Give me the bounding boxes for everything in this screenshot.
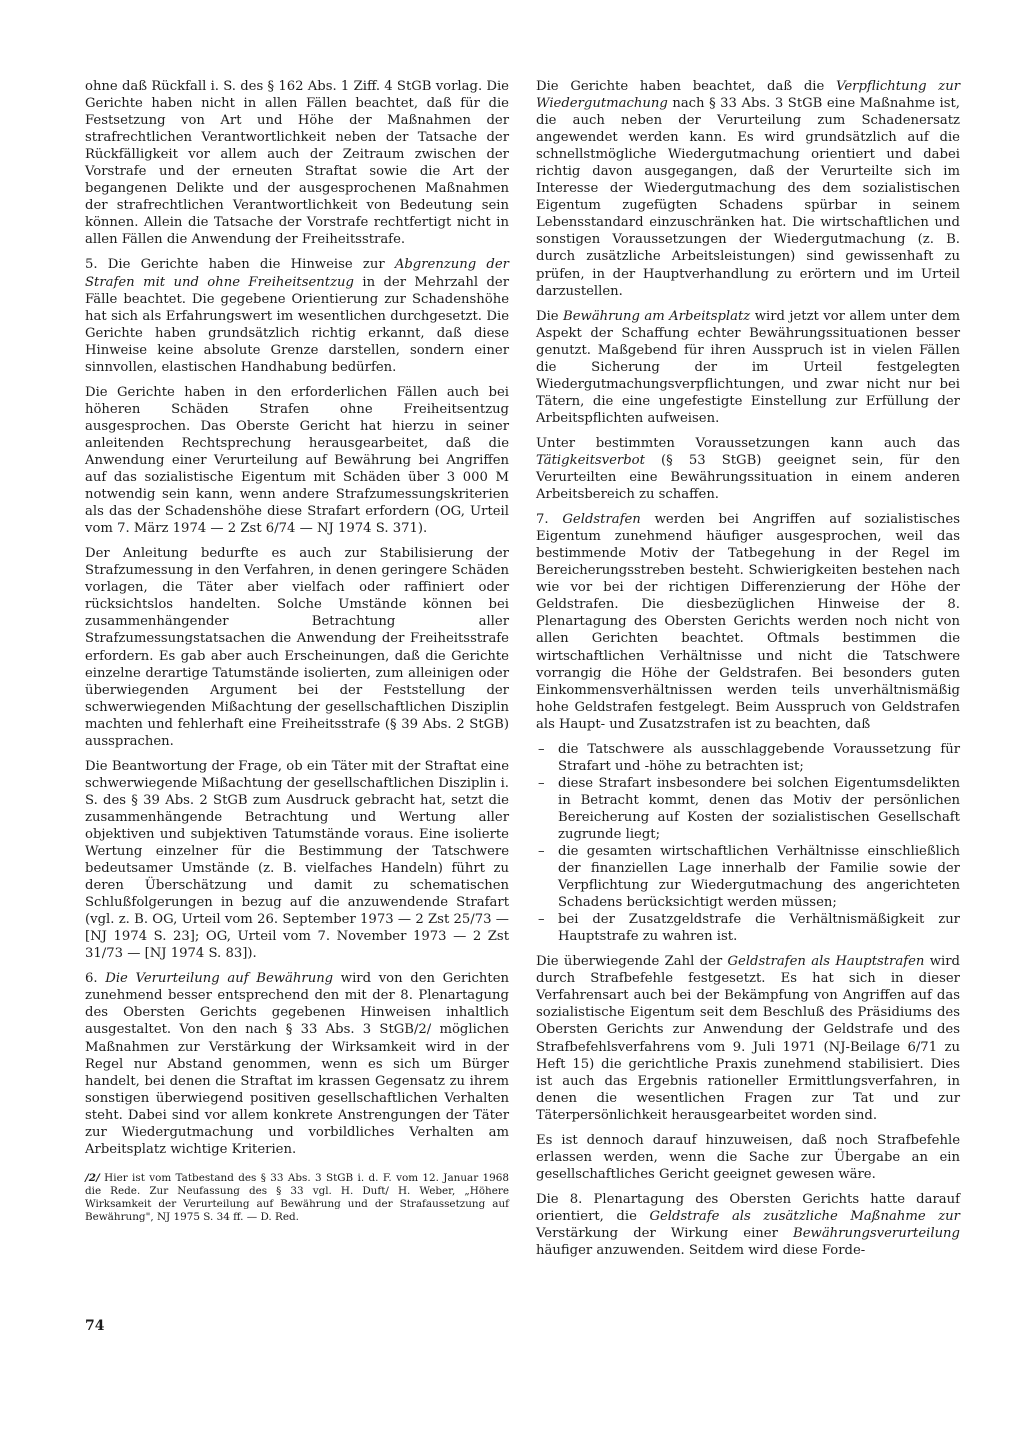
paragraph: Die Gerichte haben beachtet, daß die Verpflichtung zur Wiedergutmachung nach § 33 Abs. 3 StGB eine Maßnahme ist, die auch neben der Verurteilung zum Schadenersatz angewendet werden kann. Es wird grundsätzlich auf die schnellstmögliche Wiedergutmachung orientiert und dabei richtig davon ausgegangen, daß der Verurteilte sich im Interesse der Wiedergutmachung des dem sozialistischen Eigentum zugefügten Schadens spürbar in seinem Lebensstandard einzuschränken hat. Die wirtschaftlichen und sonstigen Voraussetzungen der Wiedergutmachung (z. B. durch zusätzliche Arbeitsleistungen) sind gewissenhaft zu prüfen, in der Hauptverhandlung zu erörtern und im Urteil darzustellen. [536, 79, 960, 299]
paragraph: 5. Die Gerichte haben die Hinweise zur Abgrenzung der Strafen mit und ohne Freiheitsentzug in der Mehrzahl der Fälle beachtet. Die gegebene Orientierung zur Schadenshöhe hat sich als Erfahrungswert im wesentlichen durchgesetzt. Die Gerichte haben grundsätzlich richtig erkannt, daß diese Hinweise keine absolute Grenze darstellen, sondern einer sinnvollen, elastischen Handhabung bedürfen. [85, 257, 509, 375]
list-item: – die gesamten wirtschaftlichen Verhältnisse einschließlich der finanziellen Lage innerhalb der Familie sowie der Verpflichtung zur Wiedergutmachung des angerichteten Schadens berücksichtigt werden müssen; [536, 843, 960, 911]
page-number: 74 [85, 1318, 105, 1334]
paragraph: Die Bewährung am Arbeitsplatz wird jetzt vor allem unter dem Aspekt der Schaffung echter Bewährungssituationen besser genutzt. Maßgebend für ihren Ausspruch ist in vielen Fällen die Sicherung der im Urteil festgelegten Wiedergutmachungsverpflichtungen, und zwar nicht nur bei Tätern, die eine ungefestigte Einstellung zur Erfüllung der Arbeitspflichten aufweisen. [536, 308, 960, 426]
paragraph: 7. Geldstrafen werden bei Angriffen auf sozialistisches Eigentum zunehmend häufiger ausgesprochen, weil das bestimmende Motiv der Tatbegehung in der Regel im Bereicherungsstreben besteht. Schwierigkeiten bestehen nach wie vor bei der richtigen Differenzierung der Höhe der Geldstrafen. Die diesbezüglichen Hinweise der 8. Plenartagung des Obersten Gerichts werden noch nicht von allen Gerichten beachtet. Oftmals bestimmen die wirtschaftlichen Verhältnisse und nicht die Tatschwere vorrangig die Höhe der Geldstrafen. Bei besonders guten Einkommensverhältnissen werden teils unverhältnismäßig hohe Geldstrafen festgelegt. Beim Ausspruch von Geldstrafen als Haupt- und Zusatzstrafen ist zu beachten, daß [536, 512, 960, 732]
paragraph: Die 8. Plenartagung des Obersten Gerichts hatte darauf orientiert, die Geldstrafe als zusätzliche Maßnahme zur Verstärkung der Wirkung einer Bewährungsverurteilung häufiger anzuwenden. Seitdem wird diese Forde- [536, 1191, 960, 1259]
right-column [536, 78, 960, 1267]
paragraph: ohne daß Rückfall i. S. des § 162 Abs. 1 Ziff. 4 StGB vorlag. Die Gerichte haben nicht in allen Fällen beachtet, daß für die Festsetzung von Art und Höhe der Maßnahmen der strafrechtlichen Verantwortlichkeit neben der Tatsache der Rückfälligkeit vor allem auch der Zeitraum zwischen der Vorstrafe und der erneuten Straftat sowie die Art der begangenen Delikte und der ausgesprochenen Maßnahmen der strafrechtlichen Verantwortlichkeit von Bedeutung sein können. Allein die Tatsache der Vorstrafe rechtfertigt nicht in allen Fällen die Anwendung der Freiheitsstrafe. [85, 79, 509, 248]
footnote: /2/ Hier ist vom Tatbestand des § 33 Abs. 3 StGB i. d. F. vom 12. Januar 1968 die Rede. Zur Neufassung des § 33 vgl. H. Duft/ H. Weber, „Höhere Wirksamkeit der Verurteilung auf Bewährung und der Strafaussetzung auf Bewährung", NJ 1975 S. 34 ff. — D. Red. [85, 1171, 509, 1223]
paragraph: Der Anleitung bedurfte es auch zur Stabilisierung der Strafzumessung in den Verfahren, in denen geringere Schäden vorlagen, die Täter aber vielfach oder raffiniert oder rücksichtslos handelten. Solche Umstände können bei zusammenhängender Betrachtung aller Strafzumessungstatsachen die Anwendung der Freiheitsstrafe erfordern. Es gab aber auch Erscheinungen, daß die Gerichte einzelne derartige Tatumstände isolierten, zum alleinigen oder überwiegenden Argument bei der Feststellung der schwerwiegenden Mißachtung der gesellschaftlichen Disziplin machten und fehlerhaft eine Freiheitsstrafe (§ 39 Abs. 2 StGB) aussprachen. [85, 546, 509, 749]
paragraph: Die Beantwortung der Frage, ob ein Täter mit der Straftat eine schwerwiegende Mißachtung der gesellschaftlichen Disziplin i. S. des § 39 Abs. 2 StGB zum Ausdruck gebracht hat, setzt die zusammenhängende Betrachtung und Wertung aller objektiven und subjektiven Tatumstände voraus. Eine isolierte Wertung einzelner für die Bestimmung der Tatschwere bedeutsamer Umstände (z. B. vielfaches Handeln) führt zu deren Überschätzung und damit zu schematischen Schlußfolgerungen in bezug auf die anzuwendende Strafart (vgl. z. B. OG, Urteil vom 26. September 1973 — 2 Zst 25/73 — [NJ 1974 S. 23]; OG, Urteil vom 7. November 1973 — 2 Zst 31/73 — [NJ 1974 S. 83]). [85, 758, 509, 962]
paragraph: Die überwiegende Zahl der Geldstrafen als Hauptstrafen wird durch Strafbefehle festgesetzt. Es hat sich in dieser Verfahrensart auch bei der Bekämpfung von Angriffen auf das sozialistische Eigentum seit dem Beschluß des Präsidiums des Obersten Gerichts zur Anwendung der Geldstrafe und des Strafbefehlsverfahrens vom 9. Juli 1971 (NJ-Beilage 6/71 zu Heft 15) die gerichtliche Praxis zunehmend stabilisiert. Dies ist auch das Ergebnis rationeller Ermittlungsverfahren, in denen die wesentlichen Fragen zur Tat und zur Täterpersönlichkeit herausgearbeitet worden sind. [536, 954, 960, 1123]
dash-list [536, 741, 960, 946]
list-item: – die Tatschwere als ausschlaggebende Voraussetzung für Strafart und -höhe zu betrachten ist; [536, 741, 960, 775]
paragraph: Unter bestimmten Voraussetzungen kann auch das Tätigkeitsverbot (§ 53 StGB) geeignet sein, für den Verurteilten eine Bewährungssituation in einem anderen Arbeitsbereich zu schaffen. [536, 435, 960, 503]
list-item: – bei der Zusatzgeldstrafe die Verhältnismäßigkeit zur Hauptstrafe zu wahren ist. [536, 911, 960, 945]
list-item: – diese Strafart insbesondere bei solchen Eigentumsdelikten in Betracht kommt, denen das Motiv der persönlichen Bereicherung auf Kosten der sozialistischen Gesellschaft zugrunde liegt; [536, 775, 960, 843]
left-column [85, 78, 509, 1224]
paragraph: 6. Die Verurteilung auf Bewährung wird von den Gerichten zunehmend besser entsprechend den mit der 8. Plenartagung des Obersten Gerichts gegebenen Hinweisen inhaltlich ausgestaltet. Von den nach § 33 Abs. 3 StGB/2/ möglichen Maßnahmen zur Verstärkung der Wirksamkeit wird in der Regel nur Abstand genommen, wenn es sich um Bürger handelt, bei denen die Straftat im krassen Gegensatz zu ihrem sonstigen überwiegend positiven gesellschaftlichen Verhalten steht. Dabei sind vor allem konkrete Anstrengungen der Täter zur Wiedergutmachung und vorbildliches Verhalten am Arbeitsplatz wichtige Kriterien. [85, 971, 510, 1157]
paragraph: Die Gerichte haben in den erforderlichen Fällen auch bei höheren Schäden Strafen ohne Freiheitsentzug ausgesprochen. Das Oberste Gericht hat hierzu in seiner anleitenden Rechtsprechung herausgearbeitet, daß die Anwendung einer Verurteilung auf Bewährung bei Angriffen auf das sozialistische Eigentum mit Schäden über 3 000 M notwendig sein kann, wenn andere Strafzumessungskriterien als das der Schadenshöhe diese Strafart erfordern (OG, Urteil vom 7. März 1974 — 2 Zst 6/74 — NJ 1974 S. 371). [85, 384, 509, 537]
paragraph: Es ist dennoch darauf hinzuweisen, daß noch Strafbefehle erlassen werden, wenn die Sache zur Übergabe an ein gesellschaftliches Gericht geeignet gewesen wäre. [536, 1132, 960, 1182]
